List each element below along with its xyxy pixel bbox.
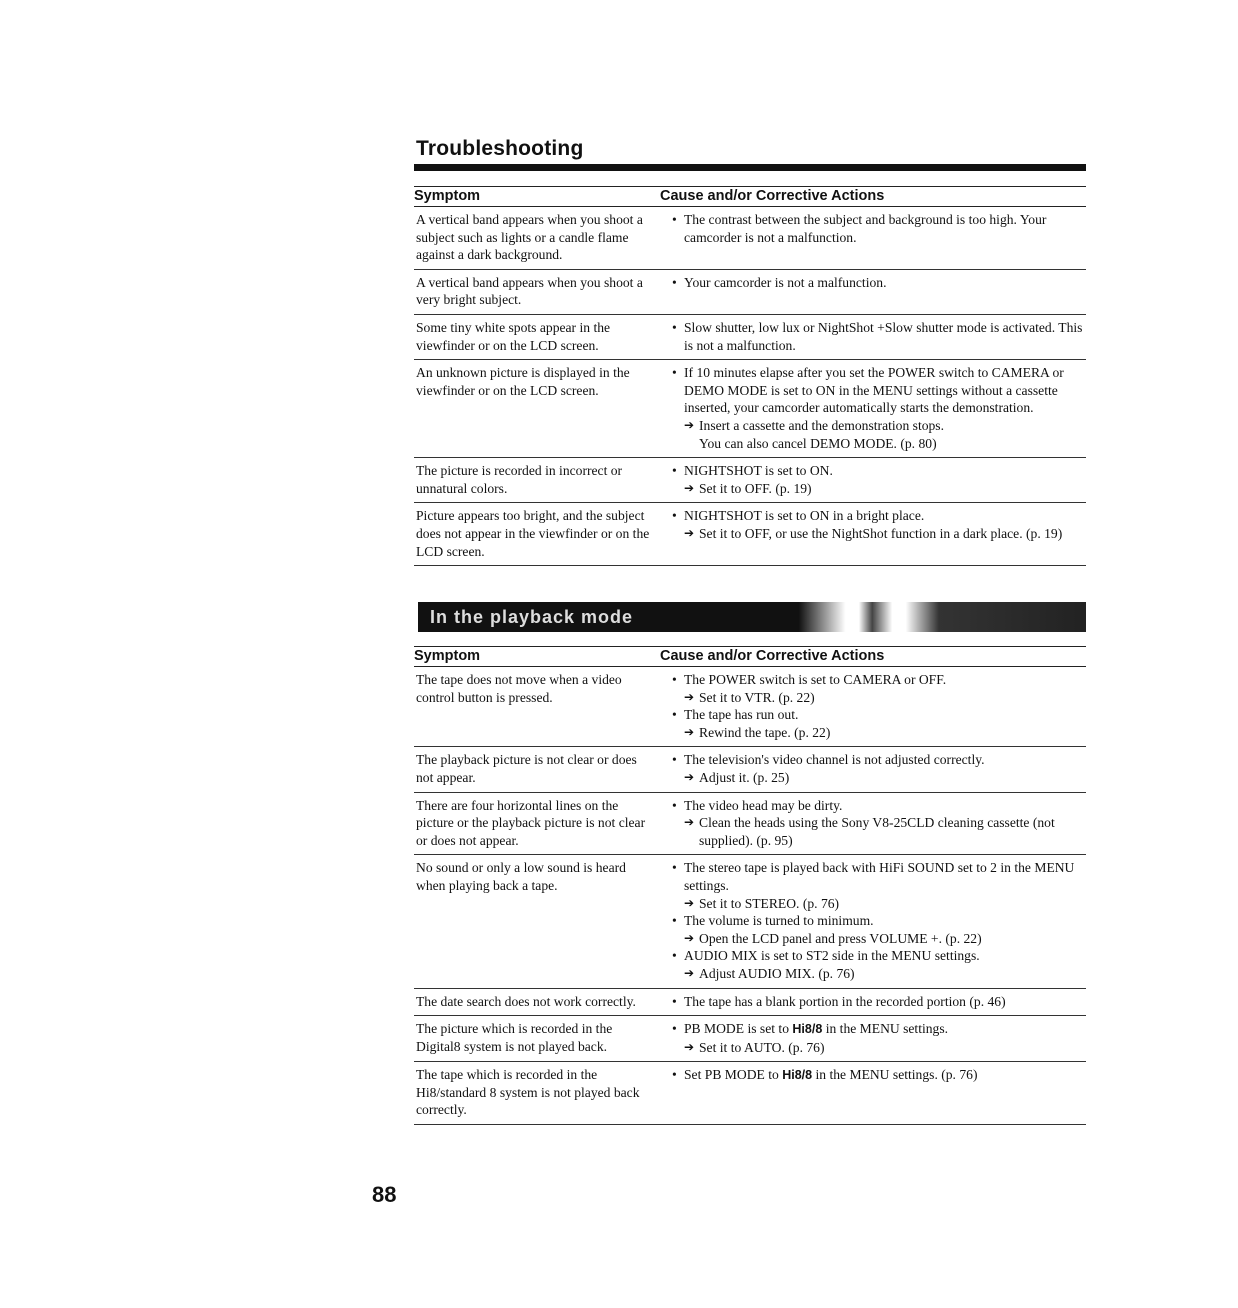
corrective-action-text: Open the LCD panel and press VOLUME +. (p. 22) <box>699 930 982 946</box>
cause-text: in the MENU settings. <box>825 1021 949 1037</box>
table-row <box>414 667 1086 747</box>
symptom-header: Symptom <box>414 188 481 204</box>
arrow-right-icon: ➔ <box>684 769 695 784</box>
section-banner <box>418 602 1086 632</box>
symptom-cell: The date search does not work correctly. <box>416 993 636 1009</box>
hi8-mode-label: Hi8/8 <box>792 1022 823 1037</box>
cause-cell <box>660 315 1086 359</box>
cause-cell <box>660 270 1086 314</box>
corrective-action <box>672 769 1086 787</box>
corrective-action-text: Set it to STEREO. (p. 76) <box>699 895 840 911</box>
symptom-cell: Picture appears too bright, and the subject does not appear in the viewfinder or on the LCD screen. <box>416 508 650 559</box>
symptom-cell: The playback picture is not clear or does not appear. <box>416 752 637 785</box>
table-row <box>414 207 1086 270</box>
cause-cell <box>660 458 1086 502</box>
corrective-action-text: Set it to OFF. (p. 19) <box>699 480 812 496</box>
corrective-action-text: Adjust it. (p. 25) <box>699 769 790 785</box>
corrective-action-text: Insert a cassette and the demonstration stops. <box>699 417 944 433</box>
symptom-cell: The picture is recorded in incorrect or unnatural colors. <box>416 463 623 496</box>
cause-item: • The television's video channel is not adjusted correctly. <box>672 751 1086 769</box>
section-banner-title: In the playback mode <box>430 607 634 627</box>
arrow-right-icon: ➔ <box>684 1039 695 1054</box>
table-row <box>414 747 1086 792</box>
cause-item: • The video head may be dirty. <box>672 797 1086 815</box>
arrow-right-icon: ➔ <box>684 525 695 540</box>
corrective-action <box>672 689 1086 707</box>
table-row <box>414 503 1086 566</box>
arrow-right-icon: ➔ <box>684 724 695 739</box>
symptom-cell: A vertical band appears when you shoot a very bright subject. <box>416 274 643 308</box>
arrow-right-icon: ➔ <box>684 689 695 704</box>
cause-cell <box>660 360 1086 457</box>
cause-item: • The volume is turned to minimum. <box>672 912 1086 930</box>
symptom-cell: The tape which is recorded in the Hi8/standard 8 system is not played back correctly. <box>416 1067 640 1118</box>
page-number: 88 <box>372 1182 397 1207</box>
corrective-action-text: Clean the heads using the Sony V8-25CLD cleaning cassette (not supplied). (p. 95) <box>699 815 1055 848</box>
cause-cell <box>660 747 1086 791</box>
corrective-action <box>672 525 1086 543</box>
corrective-action <box>672 930 1086 948</box>
table-row <box>414 1062 1086 1125</box>
symptom-cell: There are four horizontal lines on the picture or the playback picture is not clear or does not appear. <box>416 797 646 848</box>
title-rule <box>414 164 1086 171</box>
symptom-cell: An unknown picture is displayed in the viewfinder or on the LCD screen. <box>416 365 630 398</box>
corrective-action <box>672 417 1086 435</box>
cause-cell <box>660 207 1086 269</box>
symptom-cell: The tape does not move when a video control button is pressed. <box>416 672 622 705</box>
table-row <box>414 315 1086 360</box>
cause-cell <box>660 503 1086 565</box>
symptom-header: Symptom <box>414 648 481 664</box>
cause-item: • AUDIO MIX is set to ST2 side in the MENU settings. <box>672 947 1086 965</box>
cause-item: • Your camcorder is not a malfunction. <box>672 274 1086 292</box>
table-row <box>414 855 1086 988</box>
cause-text: Set PB MODE to <box>684 1067 779 1083</box>
arrow-right-icon: ➔ <box>684 417 695 432</box>
symptom-cell: A vertical band appears when you shoot a subject such as lights or a candle flame against a dark background. <box>416 212 643 263</box>
table-row <box>414 1016 1086 1062</box>
cause-cell <box>660 1016 1086 1061</box>
cause-item: • Slow shutter, low lux or NightShot +Slow shutter mode is activated. This is not a malfunction. <box>672 319 1086 354</box>
arrow-right-icon: ➔ <box>684 480 695 495</box>
cause-header: Cause and/or Corrective Actions <box>660 188 885 204</box>
cause-item: • NIGHTSHOT is set to ON in a bright place. <box>672 507 1086 525</box>
corrective-action <box>672 480 1086 498</box>
cause-cell <box>660 793 1086 855</box>
cause-item: • The POWER switch is set to CAMERA or OFF. <box>672 671 1086 689</box>
cause-text: PB MODE is set to <box>684 1021 789 1037</box>
page-title: Troubleshooting <box>416 137 584 160</box>
arrow-right-icon: ➔ <box>684 930 695 945</box>
corrective-action-text: Adjust AUDIO MIX. (p. 76) <box>699 965 855 981</box>
corrective-action-text: Set it to OFF, or use the NightShot function in a dark place. (p. 19) <box>699 525 1063 541</box>
corrective-action-text: Set it to AUTO. (p. 76) <box>699 1039 825 1055</box>
table-row <box>414 793 1086 856</box>
cause-cell <box>660 989 1086 1016</box>
table-header <box>414 186 1086 207</box>
corrective-action <box>672 895 1086 913</box>
cause-item: • The stereo tape is played back with HiFi SOUND set to 2 in the MENU settings. <box>672 859 1086 894</box>
troubleshooting-table-recording <box>414 186 1086 566</box>
cause-item <box>672 1020 1086 1039</box>
cause-item <box>672 1066 1086 1085</box>
arrow-right-icon: ➔ <box>684 815 695 830</box>
cause-item: • NIGHTSHOT is set to ON. <box>672 462 1086 480</box>
hi8-mode-label: Hi8/8 <box>782 1068 813 1083</box>
table-row <box>414 360 1086 458</box>
symptom-cell: The picture which is recorded in the Digital8 system is not played back. <box>416 1021 613 1054</box>
corrective-action <box>672 724 1086 742</box>
symptom-cell: No sound or only a low sound is heard when playing back a tape. <box>416 860 626 893</box>
troubleshooting-table-playback <box>414 646 1086 1125</box>
arrow-right-icon: ➔ <box>684 895 695 910</box>
symptom-cell: Some tiny white spots appear in the viewfinder or on the LCD screen. <box>416 319 611 353</box>
table-row <box>414 270 1086 315</box>
cause-cell <box>660 667 1086 746</box>
corrective-action <box>672 1039 1086 1057</box>
cause-item: • The tape has run out. <box>672 706 1086 724</box>
cause-text: in the MENU settings. (p. 76) <box>815 1067 978 1083</box>
cause-item: • The tape has a blank portion in the recorded portion (p. 46) <box>672 993 1086 1011</box>
arrow-right-icon: ➔ <box>684 965 695 980</box>
corrective-action-continued: You can also cancel DEMO MODE. (p. 80) <box>699 435 937 451</box>
cause-item: • If 10 minutes elapse after you set the POWER switch to CAMERA or DEMO MODE is set to ON in the MENU settings without a cassette inserted, your camcorder automatically starts the demonstration. <box>672 364 1086 417</box>
table-row <box>414 989 1086 1017</box>
cause-item: • The contrast between the subject and background is too high. Your camcorder is not a malfunction. <box>672 211 1086 246</box>
cause-cell <box>660 855 1086 987</box>
corrective-action <box>672 814 1086 849</box>
corrective-action <box>672 965 1086 983</box>
corrective-action-text: Rewind the tape. (p. 22) <box>699 724 831 740</box>
cause-header: Cause and/or Corrective Actions <box>660 648 885 664</box>
table-row <box>414 458 1086 503</box>
corrective-action-text: Set it to VTR. (p. 22) <box>699 689 815 705</box>
cause-cell <box>660 1062 1086 1124</box>
table-header <box>414 646 1086 667</box>
